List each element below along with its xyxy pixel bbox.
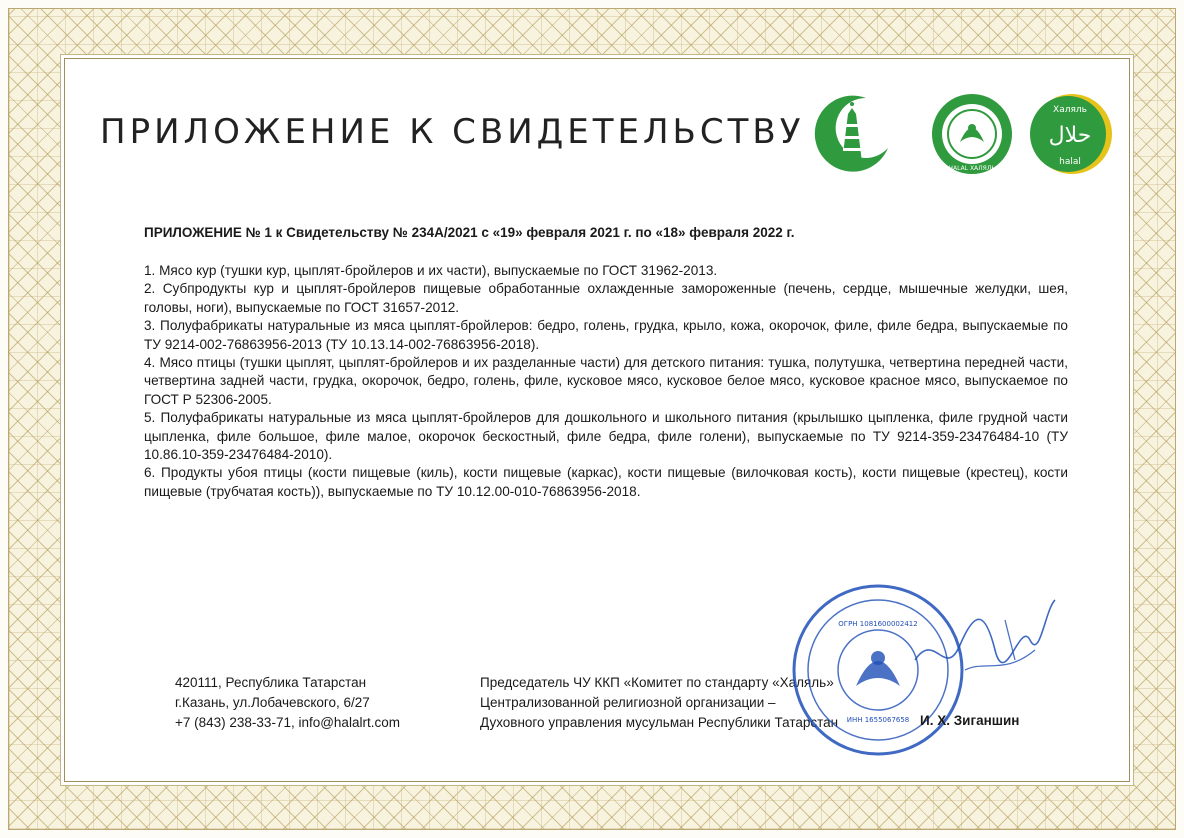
address-line: г.Казань, ул.Лобачевского, 6/27 (175, 695, 370, 710)
stamp-inn: ИНН 1655067658 (846, 716, 910, 724)
product-item: 1. Мясо кур (тушки кур, цыплят-бройлеров и их части), выпускаемые по ГОСТ 31962-2013. (144, 263, 718, 278)
handwritten-signature-icon (905, 590, 1065, 690)
contact-line: +7 (843) 238-33-71, info@halalrt.com (175, 715, 400, 730)
product-item: 2. Субпродукты кур и цыплят-бройлеров пищевые обработанные охлажденные замороженные (печень, сердце, мышечные желудки, шея, головы, ноги), выпускаемые по ГОСТ 31657-2012. (144, 281, 1068, 315)
product-item: 6. Продукты убоя птицы (кости пищевые (киль), кости пищевые (каркас), кости пищевые (вилочковая кость), кости пищевые (крестец), кости пищевые (трубчатая кость)), выпускаемые по ТУ 10.12.00-010-76863956-2018. (144, 465, 1068, 499)
signatory-line: Централизованной религиозной организации – (480, 695, 776, 710)
crescent-minaret-logo-icon (812, 92, 894, 174)
logo-top-text: Халяль (1053, 105, 1087, 115)
document-title: ПРИЛОЖЕНИЕ К СВИДЕТЕЛЬСТВУ (100, 112, 805, 152)
stamp-ogrn: ОГРН 1081600002412 (838, 620, 918, 628)
appendix-heading: ПРИЛОЖЕНИЕ № 1 к Свидетельству № 234А/2021 с «19» февраля 2021 г. по «18» февраля 2022 г. (144, 225, 795, 240)
product-item: 5. Полуфабрикаты натуральные из мяса цыплят-бройлеров для дошкольного и школьного питания (крылышко цыпленка, филе грудной части цыпленка, филе большое, филе малое, окорочок бескостный, филе бедра, филе голени), выпускаемые по ТУ 9214-359-23476484-10 (ТУ 10.86.10-359-23476484-2010). (144, 410, 1068, 463)
halal-arabic-logo-icon (1030, 92, 1114, 176)
product-item: 4. Мясо птицы (тушки цыплят, цыплят-бройлеров и их разделанные части) для детского питания: тушка, полутушка, четвертина передней части, четвертина задней части, грудка, окорочок, бедро, голень, филе, кусковое мясо, кусковое белое мясо, кусковое красное мясо, выпускаемое по ГОСТ Р 52306-2005. (144, 355, 1068, 407)
product-item: 3. Полуфабрикаты натуральные из мяса цыплят-бройлеров: бедро, голень, грудка, крыло, кожа, окорочок, филе, филе бедра, выпускаемые по ТУ 9214-002-76863956-2013 (ТУ 10.13.14-002-76863956-2018). (144, 318, 1068, 352)
signatory-line: Духовного управления мусульман Республики Татарстан (480, 715, 839, 730)
seal-text: HALAL ХАЛЯЛЬ (948, 165, 996, 172)
logo-group (812, 92, 1122, 178)
logo-arabic-text: حلال (1048, 123, 1092, 148)
address-line: 420111, Республика Татарстан (175, 675, 367, 690)
logo-bottom-text: halal (1059, 157, 1081, 167)
signer-name: И. Х. Зиганшин (920, 713, 1020, 728)
signatory-line: Председатель ЧУ ККП «Комитет по стандарту «Халяль» (480, 675, 834, 690)
address-block (175, 673, 400, 733)
product-list (144, 262, 1068, 501)
signatory-block (480, 673, 838, 733)
halal-seal-logo-icon (930, 92, 1014, 176)
